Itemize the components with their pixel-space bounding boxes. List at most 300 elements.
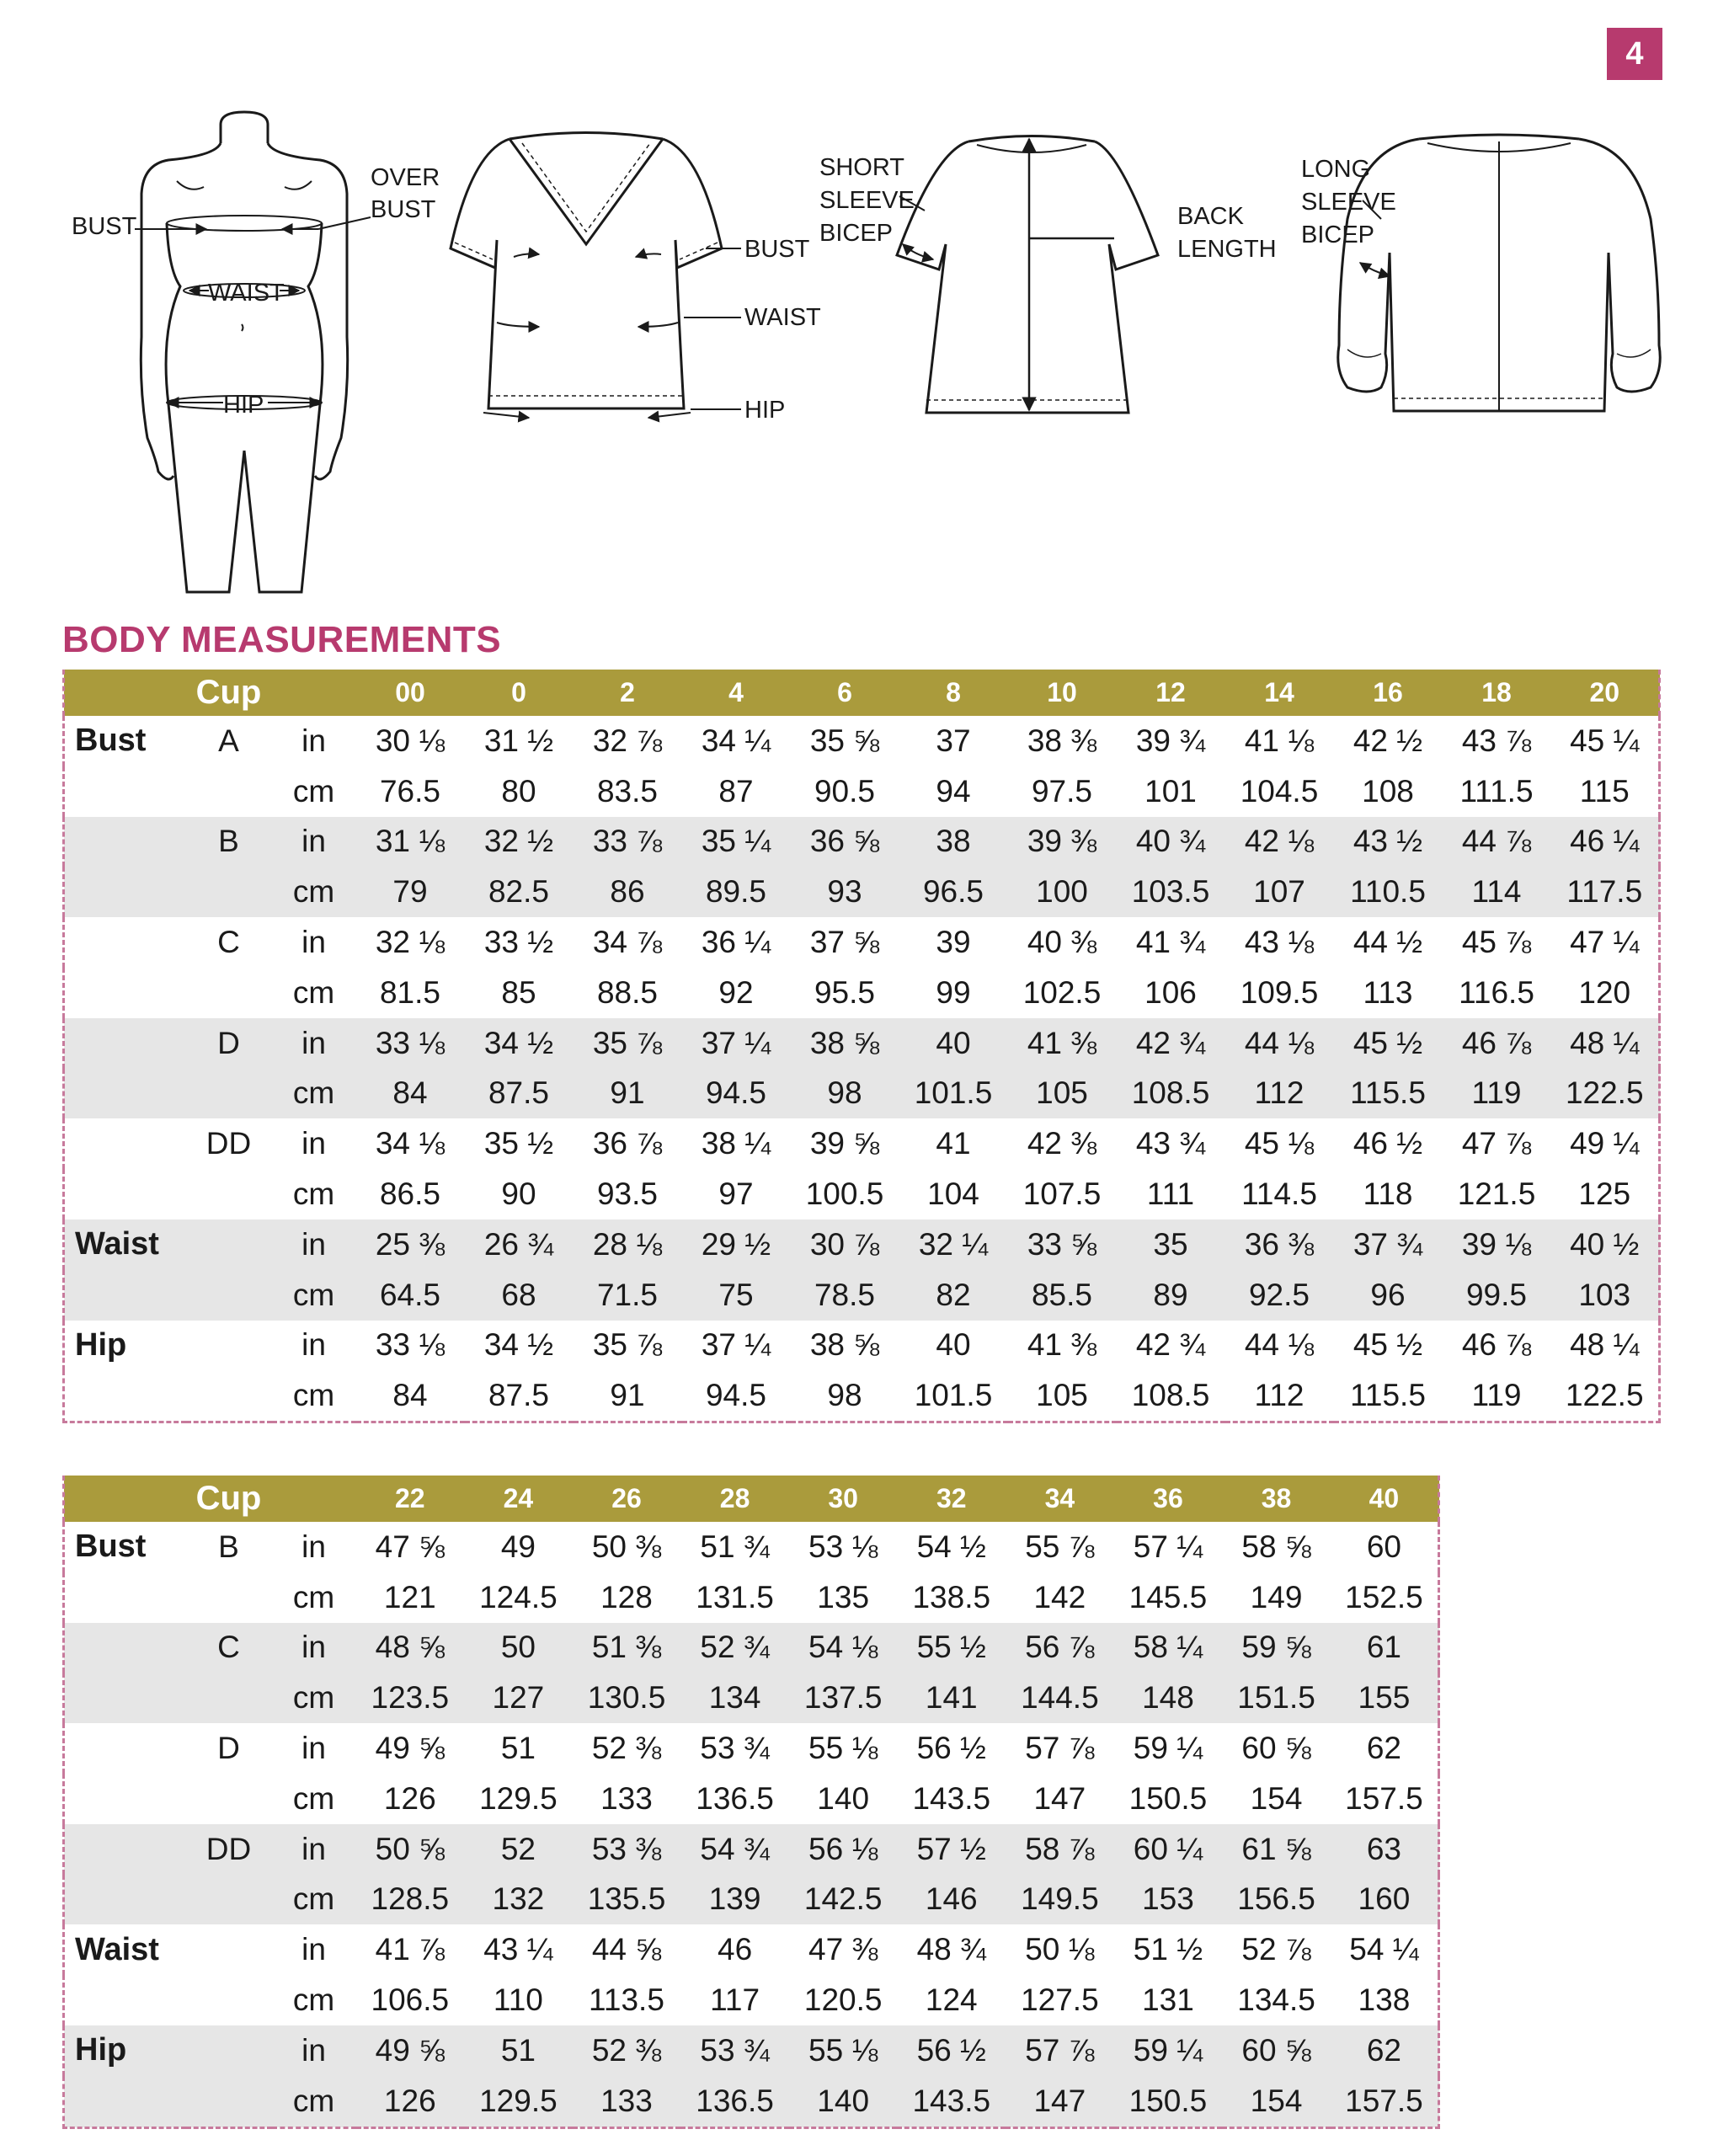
cup-size-cell xyxy=(186,1169,272,1219)
measurement-value-cell: 60 xyxy=(1366,1529,1401,1564)
measurement-value-cell: 111.5 xyxy=(1459,773,1534,808)
measurement-value-cell: 49 ⅝ xyxy=(375,1731,445,1766)
measurement-value-cell: 51 ⅜ xyxy=(573,1623,681,1673)
measurement-value-cell: 114.5 xyxy=(1241,1177,1317,1212)
measurement-value-cell: 127.5 xyxy=(1021,1983,1099,2018)
cup-size-cell xyxy=(186,1270,272,1321)
size-column-header: 16 xyxy=(1334,670,1443,716)
measurement-value-cell: 111 xyxy=(1146,1177,1195,1212)
measurement-value-cell: 52 xyxy=(464,1824,573,1875)
measurement-value-cell: 120 xyxy=(1578,974,1631,1010)
table-row xyxy=(64,1774,1439,1824)
size-column-header: 10 xyxy=(1008,670,1117,716)
size-column-header: 22 xyxy=(356,1476,465,1522)
size-column-header: 2 xyxy=(574,670,682,716)
measurement-name-cell: Bust xyxy=(75,1529,147,1565)
measurement-value-cell: 115.5 xyxy=(1350,1378,1426,1413)
measurement-value-cell: 157.5 xyxy=(1331,2076,1439,2127)
measurement-value-cell: 53 ⅛ xyxy=(808,1529,878,1564)
cup-size-cell: D xyxy=(217,1731,240,1766)
measurement-value-cell: 142.5 xyxy=(789,1875,898,1925)
measurement-name-cell xyxy=(64,1623,186,1673)
label-short-sleeve-1: SHORT xyxy=(819,154,904,181)
measurement-value-cell: 99.5 xyxy=(1443,1270,1551,1321)
measurement-value-cell: 57 ⅞ xyxy=(1006,2025,1114,2076)
measurement-value-cell: 54 ⅛ xyxy=(789,1623,898,1673)
measurement-value-cell: 101.5 xyxy=(914,1378,993,1413)
measurement-value-cell: 122.5 xyxy=(1551,1069,1660,1119)
header-blank xyxy=(64,670,186,716)
unit-cell: in xyxy=(301,723,326,758)
header-blank xyxy=(64,1476,186,1522)
size-chart-table-plus xyxy=(62,1476,1440,2129)
measurement-value-cell: 36 ⅜ xyxy=(1225,1219,1334,1270)
measurement-value-cell: 91 xyxy=(574,1069,682,1119)
measurement-value-cell: 124.5 xyxy=(479,1579,558,1614)
measurement-value-cell: 78.5 xyxy=(791,1270,899,1321)
measurement-value-cell: 113.5 xyxy=(589,1983,664,2018)
measurement-value-cell: 31 ½ xyxy=(483,723,554,758)
measurement-value-cell: 47 ⅞ xyxy=(1461,1126,1532,1161)
measurement-value-cell: 95.5 xyxy=(814,974,875,1010)
measurement-value-cell: 99 xyxy=(936,974,971,1010)
measurement-value-cell: 56 ½ xyxy=(897,2025,1006,2076)
measurement-value-cell: 44 ⅞ xyxy=(1443,817,1551,867)
measurement-value-cell: 94.5 xyxy=(682,1069,791,1119)
cup-size-cell xyxy=(186,968,272,1018)
measurement-value-cell: 94.5 xyxy=(705,1378,766,1413)
label-over-bust-1: OVER xyxy=(371,164,440,191)
cup-size-cell: DD xyxy=(186,1824,272,1875)
measurement-value-cell: 131 xyxy=(1142,1983,1194,2018)
measurement-value-cell: 55 ½ xyxy=(897,1623,1006,1673)
measurement-value-cell: 128 xyxy=(600,1579,653,1614)
table-row xyxy=(64,1975,1439,2025)
measurement-value-cell: 49 ¼ xyxy=(1570,1126,1640,1161)
unit-cell: cm xyxy=(292,773,335,808)
cup-size-cell: A xyxy=(218,723,239,758)
measurement-value-cell: 63 xyxy=(1331,1824,1439,1875)
size-column-header: 14 xyxy=(1225,670,1334,716)
measurement-value-cell: 84 xyxy=(392,1378,428,1413)
unit-cell: in xyxy=(301,1932,326,1967)
measurement-name-cell xyxy=(64,867,186,917)
unit-cell: in xyxy=(301,1731,326,1766)
measurement-value-cell: 39 ⅛ xyxy=(1443,1219,1551,1270)
measurement-name-cell: Hip xyxy=(64,2025,186,2076)
measurement-value-cell: 88.5 xyxy=(596,974,658,1010)
measurement-value-cell: 107 xyxy=(1225,867,1334,917)
measurement-value-cell: 53 ⅜ xyxy=(573,1824,681,1875)
measurement-value-cell: 50 ⅝ xyxy=(356,1824,465,1875)
measurement-value-cell: 131.5 xyxy=(696,1579,774,1614)
measurement-value-cell: 41 ¾ xyxy=(1135,925,1206,960)
measurement-value-cell: 35 ¼ xyxy=(682,817,791,867)
measurement-value-cell: 48 ¼ xyxy=(1551,1018,1660,1069)
measurement-value-cell: 118 xyxy=(1363,1177,1413,1212)
measurement-value-cell: 35 ½ xyxy=(483,1126,554,1161)
measurement-value-cell: 35 xyxy=(1117,1219,1225,1270)
table-row xyxy=(64,1118,1660,1169)
cup-size-cell xyxy=(186,1975,272,2025)
cup-size-cell xyxy=(186,1370,272,1422)
measurement-value-cell: 53 ¾ xyxy=(680,2025,789,2076)
measurement-value-cell: 93.5 xyxy=(596,1177,658,1212)
unit-cell: cm xyxy=(292,1780,335,1816)
measurement-value-cell: 96 xyxy=(1334,1270,1443,1321)
table-row xyxy=(64,1623,1439,1673)
measurement-value-cell: 153 xyxy=(1114,1875,1223,1925)
measurement-value-cell: 38 ⅝ xyxy=(791,1018,899,1069)
measurement-value-cell: 91 xyxy=(610,1378,645,1413)
measurement-value-cell: 38 ⅝ xyxy=(809,1327,880,1363)
table-row xyxy=(64,817,1660,867)
measurement-value-cell: 33 ⅛ xyxy=(375,1327,446,1363)
cup-size-cell: B xyxy=(218,1529,239,1564)
measurement-value-cell: 38 ¼ xyxy=(701,1126,771,1161)
measurement-value-cell: 92.5 xyxy=(1225,1270,1334,1321)
measurement-value-cell: 44 ½ xyxy=(1353,925,1423,960)
measurement-value-cell: 100.5 xyxy=(805,1177,884,1212)
measurement-name-cell xyxy=(64,1118,186,1169)
measurement-value-cell: 147 xyxy=(1006,2076,1114,2127)
measurement-value-cell: 30 ⅞ xyxy=(791,1219,899,1270)
measurement-value-cell: 59 ⅝ xyxy=(1222,1623,1331,1673)
measurement-value-cell: 141 xyxy=(897,1673,1006,1723)
measurement-value-cell: 54 ¼ xyxy=(1349,1932,1419,1967)
measurement-value-cell: 61 xyxy=(1331,1623,1439,1673)
measurement-value-cell: 35 ⅞ xyxy=(592,1327,663,1363)
size-column-header: 12 xyxy=(1117,670,1225,716)
measurement-value-cell: 86.5 xyxy=(379,1177,440,1212)
measurement-value-cell: 87.5 xyxy=(488,1378,549,1413)
measurement-value-cell: 36 ⅞ xyxy=(592,1126,663,1161)
measurement-value-cell: 48 ¼ xyxy=(1570,1327,1640,1363)
measurement-value-cell: 45 ⅛ xyxy=(1244,1126,1315,1161)
unit-cell: cm xyxy=(272,1673,356,1723)
measurement-name-cell: Waist xyxy=(64,1219,186,1270)
measurement-value-cell: 57 ⅞ xyxy=(1025,1731,1095,1766)
cup-size-cell: D xyxy=(186,1018,272,1069)
measurement-value-cell: 46 ½ xyxy=(1353,1126,1423,1161)
measurement-value-cell: 138 xyxy=(1358,1983,1411,2018)
measurement-value-cell: 101 xyxy=(1144,773,1197,808)
measurement-value-cell: 33 ½ xyxy=(483,925,554,960)
measurement-value-cell: 85.5 xyxy=(1008,1270,1117,1321)
measurement-value-cell: 103 xyxy=(1551,1270,1660,1321)
measurement-value-cell: 45 ⅞ xyxy=(1461,925,1532,960)
table-row xyxy=(64,917,1660,968)
measurement-value-cell: 154 xyxy=(1250,1780,1303,1816)
measurement-value-cell: 45 ½ xyxy=(1334,1018,1443,1069)
table-header-row xyxy=(64,1476,1439,1522)
size-column-header: 28 xyxy=(680,1476,789,1522)
measurement-value-cell: 59 ¼ xyxy=(1133,1731,1203,1766)
measurement-value-cell: 106.5 xyxy=(371,1983,450,2018)
measurement-value-cell: 32 ⅞ xyxy=(592,723,663,758)
measurement-value-cell: 113 xyxy=(1363,974,1413,1010)
unit-cell: cm xyxy=(272,2076,356,2127)
measurement-value-cell: 96.5 xyxy=(899,867,1008,917)
measurement-value-cell: 40 ⅜ xyxy=(1027,925,1097,960)
measurement-value-cell: 47 ⅝ xyxy=(375,1529,445,1564)
measurement-value-cell: 133 xyxy=(600,1780,653,1816)
size-column-header: 34 xyxy=(1006,1476,1114,1522)
label-short-sleeve-2: SLEEVE xyxy=(819,187,915,214)
measurement-value-cell: 128.5 xyxy=(356,1875,465,1925)
measurement-value-cell: 143.5 xyxy=(897,2076,1006,2127)
measurement-value-cell: 32 ⅛ xyxy=(375,925,446,960)
measurement-value-cell: 154 xyxy=(1222,2076,1331,2127)
measurement-value-cell: 45 ½ xyxy=(1353,1327,1423,1363)
measurement-value-cell: 38 ⅜ xyxy=(1027,723,1097,758)
unit-cell: in xyxy=(272,1623,356,1673)
measurement-value-cell: 68 xyxy=(465,1270,574,1321)
measurement-value-cell: 43 ⅞ xyxy=(1461,723,1532,758)
size-column-header: 38 xyxy=(1222,1476,1331,1522)
cup-size-cell xyxy=(186,1219,272,1270)
measurement-value-cell: 50 xyxy=(464,1623,573,1673)
measurement-value-cell: 31 ⅛ xyxy=(356,817,465,867)
measurement-value-cell: 104.5 xyxy=(1240,773,1319,808)
measurement-value-cell: 49 ⅝ xyxy=(356,2025,465,2076)
measurement-value-cell: 149.5 xyxy=(1006,1875,1114,1925)
measurement-name-cell xyxy=(64,1875,186,1925)
label-hip: HIP xyxy=(223,392,264,419)
top-back-long-sleeve-figure xyxy=(1338,135,1661,411)
top-front-figure xyxy=(451,133,741,419)
measurement-name-cell xyxy=(64,2076,186,2127)
unit-cell: cm xyxy=(292,1378,335,1413)
measurement-value-cell: 61 ⅝ xyxy=(1222,1824,1331,1875)
table-row xyxy=(64,1723,1439,1774)
measurement-value-cell: 142 xyxy=(1033,1579,1086,1614)
measurement-value-cell: 157.5 xyxy=(1345,1780,1423,1816)
measurement-name-cell xyxy=(64,1572,186,1623)
measurement-value-cell: 130.5 xyxy=(573,1673,681,1723)
measurement-value-cell: 60 ⅝ xyxy=(1241,1731,1311,1766)
measurement-value-cell: 116.5 xyxy=(1459,974,1534,1010)
measurement-value-cell: 62 xyxy=(1366,1731,1401,1766)
measurement-value-cell: 34 ½ xyxy=(465,1018,574,1069)
measurement-value-cell: 56 ⅞ xyxy=(1006,1623,1114,1673)
measurement-value-cell: 140 xyxy=(817,1780,870,1816)
unit-cell: in xyxy=(272,1824,356,1875)
measurement-value-cell: 89.5 xyxy=(682,867,791,917)
measurement-value-cell: 148 xyxy=(1114,1673,1223,1723)
label-back-length-2: LENGTH xyxy=(1177,236,1277,263)
measurement-value-cell: 46 xyxy=(718,1932,753,1967)
cup-column-header: Cup xyxy=(186,1476,272,1522)
label-top-waist: WAIST xyxy=(744,304,821,331)
measurement-value-cell: 57 ½ xyxy=(897,1824,1006,1875)
measurement-value-cell: 160 xyxy=(1331,1875,1439,1925)
measurement-value-cell: 40 xyxy=(899,1018,1008,1069)
measurement-name-cell xyxy=(64,1824,186,1875)
measurement-value-cell: 76.5 xyxy=(379,773,440,808)
measurement-value-cell: 90 xyxy=(501,1177,536,1212)
unit-cell: in xyxy=(272,1018,356,1069)
size-column-header: 24 xyxy=(464,1476,573,1522)
measurement-value-cell: 107.5 xyxy=(1022,1177,1102,1212)
measurement-value-cell: 150.5 xyxy=(1128,1780,1208,1816)
unit-cell: in xyxy=(301,1126,326,1161)
table-row xyxy=(64,2025,1439,2076)
measurement-value-cell: 152.5 xyxy=(1345,1579,1423,1614)
label-over-bust-2: BUST xyxy=(371,196,436,223)
measurement-value-cell: 37 ¾ xyxy=(1334,1219,1443,1270)
cup-size-cell xyxy=(186,766,272,817)
measurement-value-cell: 52 ⅜ xyxy=(591,1731,662,1766)
measurement-value-cell: 26 ¾ xyxy=(465,1219,574,1270)
unit-cell: in xyxy=(272,1219,356,1270)
measurement-value-cell: 55 ⅛ xyxy=(789,2025,898,2076)
measurement-value-cell: 47 ¼ xyxy=(1570,925,1640,960)
unit-cell: in xyxy=(272,2025,356,2076)
table-row xyxy=(64,2076,1439,2127)
body-croquis-figure xyxy=(135,112,371,592)
measurement-value-cell: 112 xyxy=(1254,1378,1305,1413)
size-column-header: 26 xyxy=(573,1476,681,1522)
measurement-value-cell: 129.5 xyxy=(479,1780,558,1816)
size-column-header: 40 xyxy=(1331,1476,1439,1522)
measurement-value-cell: 97.5 xyxy=(1031,773,1092,808)
measurement-name-cell xyxy=(64,766,186,817)
size-column-header: 32 xyxy=(897,1476,1006,1522)
measurement-value-cell: 87.5 xyxy=(465,1069,574,1119)
size-column-header: 36 xyxy=(1114,1476,1223,1522)
page-number-badge: 4 xyxy=(1607,28,1662,80)
measurement-value-cell: 58 ⅞ xyxy=(1006,1824,1114,1875)
measurement-name-cell: Waist xyxy=(75,1931,159,1967)
label-long-sleeve-2: SLEEVE xyxy=(1301,189,1396,216)
size-column-header: 20 xyxy=(1551,670,1660,716)
cup-size-cell xyxy=(186,1673,272,1723)
table-row xyxy=(64,1875,1439,1925)
size-column-header: 4 xyxy=(682,670,791,716)
measurement-value-cell: 75 xyxy=(682,1270,791,1321)
table-row xyxy=(64,1270,1660,1321)
measurement-value-cell: 144.5 xyxy=(1006,1673,1114,1723)
measurement-value-cell: 55 ⅞ xyxy=(1025,1529,1095,1564)
label-short-sleeve-3: BICEP xyxy=(819,220,894,247)
measurement-value-cell: 94 xyxy=(936,773,971,808)
measurement-value-cell: 85 xyxy=(501,974,536,1010)
measurement-value-cell: 39 ⅝ xyxy=(809,1126,880,1161)
table-row xyxy=(64,1018,1660,1069)
measurement-value-cell: 41 ⅜ xyxy=(1027,1327,1097,1363)
unit-cell: in xyxy=(272,817,356,867)
table-row xyxy=(64,1321,1660,1371)
cup-size-cell xyxy=(186,2076,272,2127)
measurement-value-cell: 56 ½ xyxy=(916,1731,986,1766)
measurement-value-cell: 136.5 xyxy=(680,2076,789,2127)
measurement-value-cell: 105 xyxy=(1036,1378,1088,1413)
measurement-value-cell: 120.5 xyxy=(803,1983,883,2018)
measurement-value-cell: 110 xyxy=(493,1983,543,2018)
measurement-value-cell: 51 xyxy=(464,2025,573,2076)
label-top-hip: HIP xyxy=(744,397,786,424)
unit-cell: in xyxy=(301,925,326,960)
table-row xyxy=(64,1572,1439,1623)
measurement-value-cell: 102.5 xyxy=(1022,974,1102,1010)
measurement-value-cell: 25 ⅜ xyxy=(356,1219,465,1270)
measurement-value-cell: 83.5 xyxy=(596,773,658,808)
measurement-value-cell: 115.5 xyxy=(1334,1069,1443,1119)
cup-size-cell: C xyxy=(186,1623,272,1673)
measurement-value-cell: 97 xyxy=(718,1177,754,1212)
measurement-value-cell: 44 ⅝ xyxy=(591,1932,662,1967)
measurement-value-cell: 108 xyxy=(1362,773,1414,808)
measurement-value-cell: 30 ⅛ xyxy=(375,723,446,758)
measurement-value-cell: 33 ⅝ xyxy=(1008,1219,1117,1270)
measurement-value-cell: 146 xyxy=(897,1875,1006,1925)
cup-size-cell: C xyxy=(217,925,240,960)
measurement-name-cell: Hip xyxy=(75,1326,127,1363)
table-row xyxy=(64,1924,1439,1975)
measurement-name-cell xyxy=(64,1169,186,1219)
measurement-value-cell: 36 ¼ xyxy=(701,925,771,960)
measurement-value-cell: 40 ½ xyxy=(1551,1219,1660,1270)
label-long-sleeve-1: LONG xyxy=(1301,156,1371,183)
table-row xyxy=(64,1219,1660,1270)
unit-cell: cm xyxy=(272,1270,356,1321)
label-long-sleeve-3: BICEP xyxy=(1301,221,1375,248)
unit-cell: cm xyxy=(292,974,335,1010)
measurement-value-cell: 51 ½ xyxy=(1133,1932,1203,1967)
measurement-value-cell: 40 xyxy=(936,1327,971,1363)
measurement-name-cell xyxy=(64,1774,186,1824)
measurement-value-cell: 58 ⅝ xyxy=(1241,1529,1311,1564)
measurement-value-cell: 57 ¼ xyxy=(1133,1529,1203,1564)
measurement-value-cell: 43 ¼ xyxy=(483,1932,553,1967)
measurement-value-cell: 47 ⅜ xyxy=(808,1932,878,1967)
unit-cell: cm xyxy=(272,1069,356,1119)
measurement-value-cell: 44 ⅛ xyxy=(1244,1327,1315,1363)
measurement-value-cell: 110.5 xyxy=(1334,867,1443,917)
measurement-value-cell: 32 ¼ xyxy=(899,1219,1008,1270)
measurement-value-cell: 60 ¼ xyxy=(1114,1824,1223,1875)
cup-size-cell xyxy=(186,867,272,917)
measurement-value-cell: 33 ⅛ xyxy=(356,1018,465,1069)
measurement-name-cell xyxy=(64,1723,186,1774)
cup-column-header: Cup xyxy=(186,670,272,716)
measurement-value-cell: 117.5 xyxy=(1551,867,1660,917)
measurement-value-cell: 135 xyxy=(817,1579,870,1614)
unit-cell: cm xyxy=(272,867,356,917)
measurement-value-cell: 53 ¾ xyxy=(700,1731,770,1766)
measurement-value-cell: 119 xyxy=(1443,1069,1551,1119)
measurement-value-cell: 121.5 xyxy=(1457,1177,1536,1212)
table-row xyxy=(64,1370,1660,1422)
measurement-value-cell: 103.5 xyxy=(1117,867,1225,917)
size-column-header: 00 xyxy=(356,670,465,716)
measurement-value-cell: 134.5 xyxy=(1237,1983,1315,2018)
measurement-name-cell xyxy=(64,1673,186,1723)
measurement-value-cell: 44 ⅛ xyxy=(1225,1018,1334,1069)
measurement-value-cell: 135.5 xyxy=(573,1875,681,1925)
measurement-value-cell: 121 xyxy=(383,1579,436,1614)
table-header-row xyxy=(64,670,1660,716)
measurement-value-cell: 43 ¾ xyxy=(1135,1126,1206,1161)
measurement-value-cell: 139 xyxy=(680,1875,789,1925)
unit-cell: in xyxy=(301,1529,326,1564)
measurement-value-cell: 126 xyxy=(356,2076,465,2127)
measurement-name-cell xyxy=(64,1370,186,1422)
measurement-value-cell: 43 ½ xyxy=(1334,817,1443,867)
label-back-length-1: BACK xyxy=(1177,203,1244,230)
measurement-value-cell: 34 ¼ xyxy=(701,723,771,758)
